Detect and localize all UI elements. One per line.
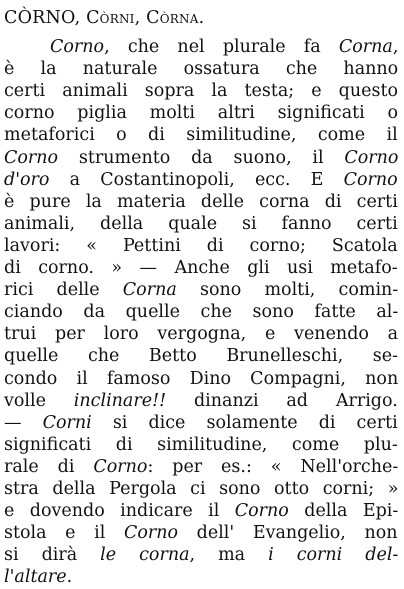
text-run: certi animali sopra la testa; e questo bbox=[4, 81, 399, 102]
text-run: animali, della quale si fanno certi bbox=[4, 213, 398, 234]
italic-term: i corni del- bbox=[268, 545, 399, 566]
text-line bbox=[4, 79, 398, 103]
text-run: dinanzi ad Arrigo. bbox=[166, 390, 398, 411]
text-run: stra della Pergola ci sono otto corni; » bbox=[4, 479, 399, 499]
text-line bbox=[4, 168, 398, 192]
italic-term: Corno bbox=[234, 501, 289, 522]
text-run: si dirà bbox=[4, 545, 101, 566]
text-run: — bbox=[4, 412, 43, 433]
text-line bbox=[4, 190, 398, 214]
text-run: strumento da suono, il bbox=[58, 147, 345, 168]
text-run: è pure la materia delle corna di certi bbox=[4, 191, 398, 212]
text-run: quelle che Betto Brunelleschi, se- bbox=[4, 346, 399, 367]
text-line bbox=[4, 278, 398, 302]
italic-term: le corna bbox=[100, 545, 190, 566]
italic-term: Corno bbox=[124, 523, 179, 544]
text-run: : per es.: « Nell'orche- bbox=[147, 456, 399, 477]
text-line bbox=[4, 367, 398, 391]
italic-term: Corni bbox=[42, 412, 92, 433]
text-line bbox=[4, 565, 72, 589]
text-run: si dice solamente di certi bbox=[91, 412, 398, 433]
headword-plural-feminine: Còrna bbox=[146, 8, 199, 28]
text-run: rici delle bbox=[4, 280, 123, 301]
text-line bbox=[50, 35, 398, 59]
text-run: condo il famoso Dino Compagni, non bbox=[4, 368, 399, 389]
italic-term: Corno bbox=[344, 147, 399, 168]
headword-singular: CÒRNO bbox=[4, 8, 75, 28]
headword-separator: , bbox=[134, 8, 147, 28]
text-run: corno piglia molti altri significati o bbox=[4, 103, 399, 124]
text-line bbox=[4, 389, 398, 413]
text-line bbox=[4, 256, 398, 280]
text-run: ciando da quelle che sono fatte al- bbox=[4, 302, 399, 323]
text-line bbox=[4, 433, 398, 457]
text-run: di corno. » — Anche gli usi metafo- bbox=[4, 258, 398, 278]
italic-term: Corno bbox=[343, 169, 398, 190]
italic-term: inclinare!! bbox=[73, 390, 167, 411]
headword-period: . bbox=[198, 8, 205, 28]
text-run: rale di bbox=[4, 456, 94, 477]
text-line bbox=[4, 455, 398, 479]
entry-headword bbox=[4, 6, 204, 30]
text-run: lavori: « Pettini di corno; Scatola bbox=[4, 235, 398, 256]
text-line bbox=[4, 300, 398, 324]
text-run: è la naturale ossatura che hanno bbox=[4, 59, 399, 80]
text-run: dell' Evangelio, non bbox=[178, 523, 398, 544]
italic-term: Corna bbox=[122, 280, 177, 301]
text-run: . bbox=[66, 567, 73, 588]
text-line bbox=[4, 123, 398, 147]
text-line bbox=[4, 543, 398, 567]
text-line bbox=[4, 521, 398, 545]
text-run: sono molti, comin- bbox=[176, 280, 399, 301]
text-run: , che nel plurale fa bbox=[104, 37, 339, 57]
text-line bbox=[4, 57, 398, 81]
text-run: e dovendo indicare il bbox=[4, 501, 235, 522]
text-run: a Costantinopoli, ecc. E bbox=[49, 169, 344, 190]
text-run: trui per loro vergogna, e venendo a bbox=[4, 324, 399, 345]
italic-term: Corno bbox=[50, 37, 105, 57]
italic-term: Corno bbox=[4, 147, 59, 168]
headword-plural-masculine: Còrni bbox=[86, 8, 135, 28]
text-run: significati di similitudine, come plu- bbox=[4, 434, 398, 455]
italic-term: d'oro bbox=[4, 169, 50, 190]
text-line bbox=[4, 234, 398, 258]
text-run: della Epi- bbox=[288, 501, 399, 522]
text-run: , ma bbox=[189, 545, 269, 566]
text-line bbox=[4, 344, 398, 368]
text-line bbox=[4, 477, 398, 501]
text-line bbox=[4, 411, 398, 435]
text-line bbox=[4, 212, 398, 236]
italic-term: l'altare bbox=[4, 567, 67, 588]
headword-separator: , bbox=[74, 8, 87, 28]
italic-term: Corna bbox=[338, 37, 393, 57]
text-line bbox=[4, 146, 398, 170]
text-run: metaforici o di similitudine, come il bbox=[4, 125, 398, 146]
italic-term: Corno bbox=[93, 456, 148, 477]
text-run: volle bbox=[4, 390, 74, 411]
text-line bbox=[4, 101, 398, 125]
text-line bbox=[4, 322, 398, 346]
text-run: stola e il bbox=[4, 523, 125, 544]
text-line bbox=[4, 499, 398, 523]
text-run: , bbox=[392, 37, 399, 57]
